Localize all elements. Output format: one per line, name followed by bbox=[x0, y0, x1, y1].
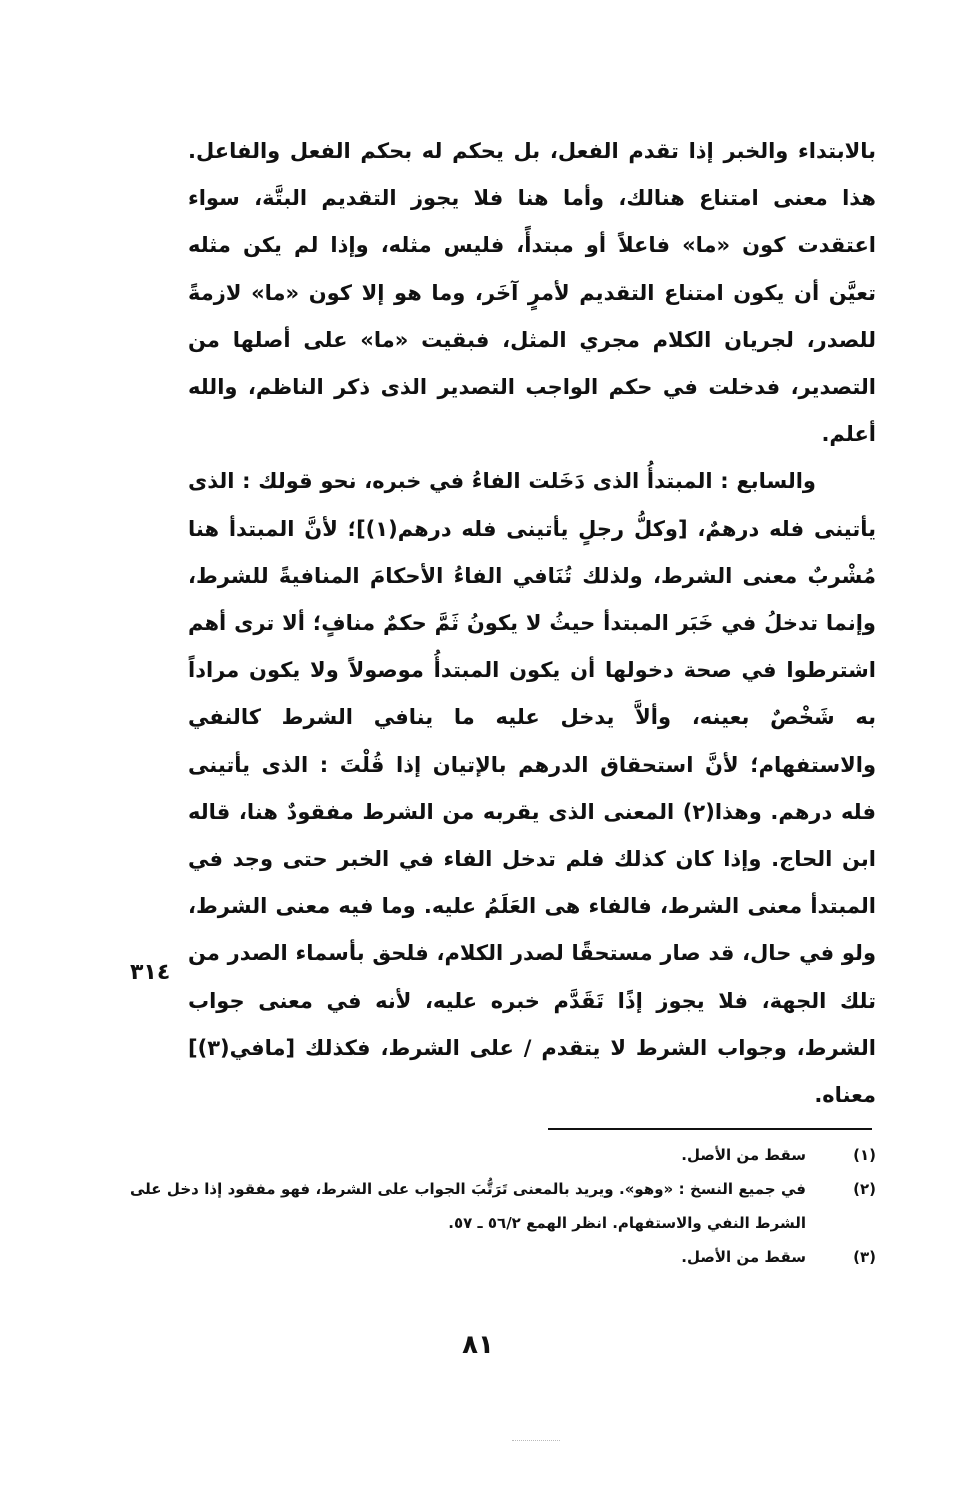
margin-page-reference: ٣١٤ bbox=[130, 960, 171, 985]
paragraph-1: بالابتداء والخبر إذا تقدم الفعل، بل يحكم له بحكم الفعل والفاعل. هذا معنى امتناع هنالك، وأما هنا فلا يجوز التقديم البتَّة، سواء اعتقدت كون «ما» فاعلاً أو مبتدأً، فليس مثله، وإذا لم يكن مثله تعيَّن أن يكون امتناع التقديم لأمرٍ آخَر، وما هو إلا كون «ما» لازمةً للصدر، لجريان الكلام مجري المثل، فبقيت «ما» على أصلها من التصدير، فدخلت في حكم الواجب التصدير الذى ذكر الناظم، والله أعلم. bbox=[188, 139, 876, 447]
footnotes bbox=[130, 1138, 876, 1274]
footnote-2 bbox=[130, 1172, 876, 1240]
footnote-number: (١) bbox=[853, 1146, 876, 1164]
page-number: ٨١ bbox=[462, 1330, 494, 1360]
footnote-3 bbox=[130, 1240, 876, 1274]
footnote-text: في جميع النسخ : «وهو». ويريد بالمعنى تَرَتُّبَ الجواب على الشرط، فهو مفقود إذا دخل على الشرط النفي والاستفهام. انظر الهمع ٥٦/٢ ـ ٥٧. bbox=[130, 1180, 806, 1232]
footnote-text: سقط من الأصل. bbox=[681, 1248, 806, 1266]
footnote-1 bbox=[130, 1138, 876, 1172]
paragraph-2: والسابع : المبتدأُ الذى دَخَلت الفاءُ في خبره، نحو قولك : الذى يأتينى فله درهمٌ، [وكلُّ رجلٍ يأتينى فله درهم(١)]؛ لأنَّ المبتدأ هنا مُشْربٌ معنى الشرط، ولذلك تُنَافي الفاءُ الأحكامَ المنافيةً للشرط، وإنما تدخلُ في خَبَر المبتدأ حيثُ لا يكونُ ثَمَّ حكمٌ منافٍ؛ ألا ترى أهم اشترطوا في صحة دخولها أن يكون المبتدأُ موصولاً ولا يكون مراداً به شَخْصٌ بعينه، وألاَّ يدخل عليه ما ينافي الشرط كالنفي والاستفهام؛ لأنَّ استحقاق الدرهم بالإتيان إذا قُلْتَ : الذى يأتينى فله درهم. وهذا(٢) المعنى الذى يقربه من الشرط مفقودٌ هنا، قاله ابن الحاج. وإذا كان كذلك فلم تدخل الفاء في الخبر حتى وجد في المبتدأ معنى الشرط، فالفاء هى العَلَمُ عليه. وما فيه معنى الشرط، ولو في حال، قد صار مستحقًا لصدر الكلام، فلحق بأسماء الصدر من تلك الجهة، فلا يجوز إذًا تَقَدَّم خبره عليه، لأنه في معنى جواب الشرط، وجواب الشرط لا يتقدم / على الشرط، فكذلك [مافي(٣)] معناه. bbox=[188, 469, 877, 1108]
footnote-number: (٣) bbox=[853, 1248, 876, 1266]
main-text-block bbox=[188, 128, 876, 1119]
footnote-divider bbox=[548, 1128, 872, 1130]
footnote-number: (٢) bbox=[853, 1180, 876, 1198]
scan-mark bbox=[512, 1440, 560, 1441]
footnote-text: سقط من الأصل. bbox=[681, 1146, 806, 1164]
